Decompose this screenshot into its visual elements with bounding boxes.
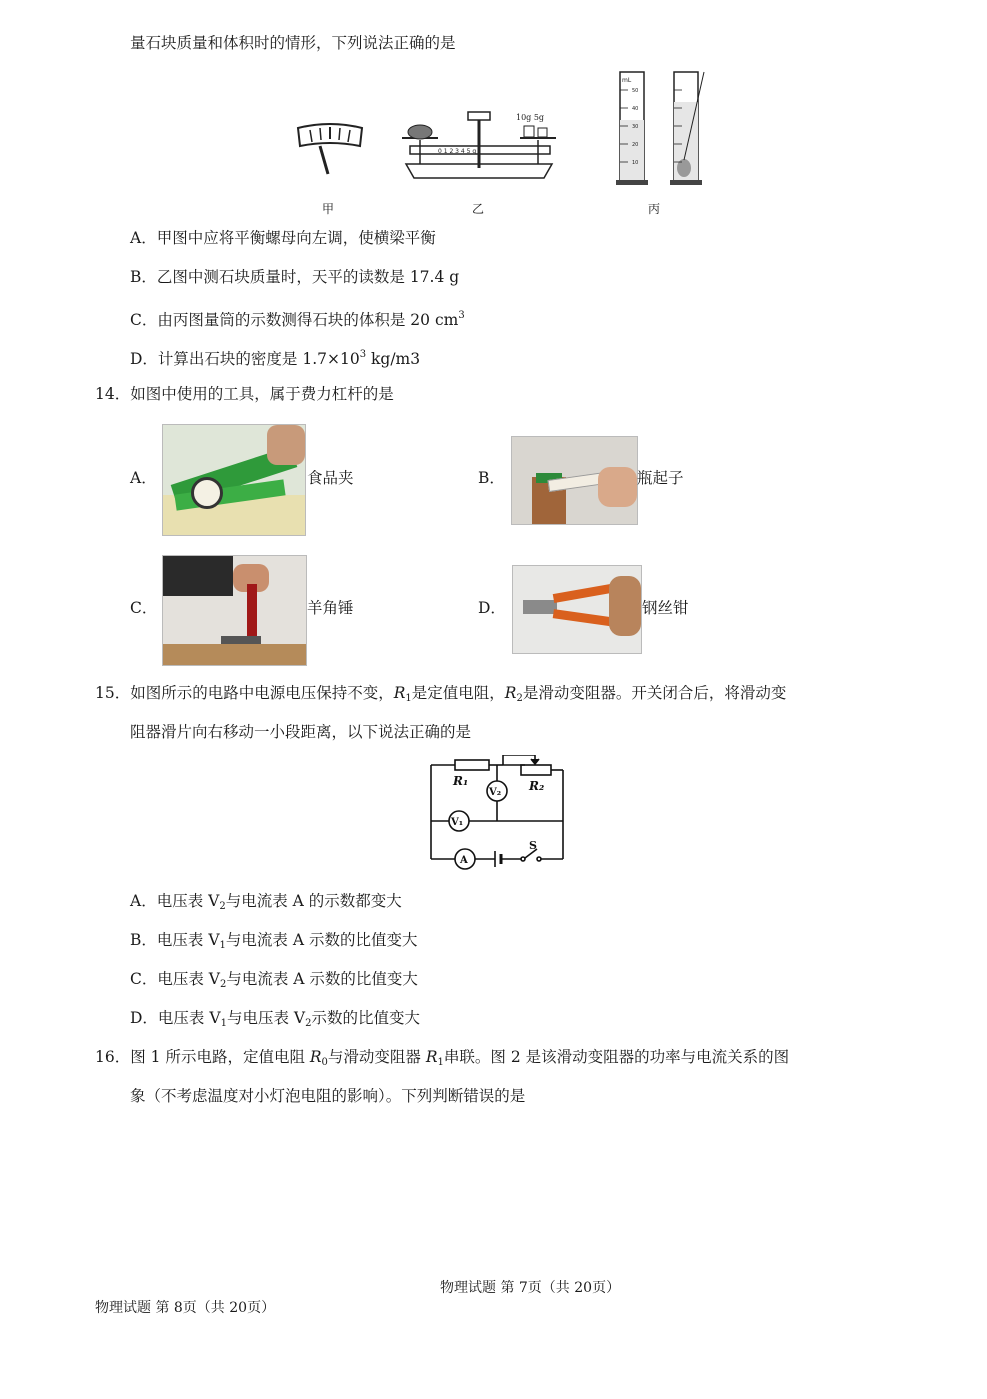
q14-option-d-label: 钢丝钳 xyxy=(642,599,689,617)
q14-option-d-letter: D． xyxy=(478,599,506,617)
question-16-stem-line1: 16．图 1 所示电路，定值电阻 $R_0$与滑动变阻器 $R_1$串联。图 2 是该滑动变阻器的功率与电流关系的图 xyxy=(95,1048,790,1068)
photo-pliers xyxy=(512,565,642,654)
cylinder-tick: 40 xyxy=(632,106,639,112)
q14-option-a-label: 食品夹 xyxy=(307,469,354,487)
circuit-label-r1: R₁ xyxy=(453,774,469,788)
circuit-label-r2: R₂ xyxy=(529,779,545,793)
photo-food-tongs xyxy=(162,424,306,536)
q14-option-a-letter: A． xyxy=(130,469,157,487)
q13-option-d: D．计算出石块的密度是 $1.7\times 10^3$ kg/m3 xyxy=(130,349,421,368)
cylinder-tick: 30 xyxy=(632,124,639,130)
svg-text:0 1 2 3 4 5 g: 0 1 2 3 4 5 g xyxy=(438,148,477,155)
page-footer-left: 物理试题 第 8页（共 20页） xyxy=(95,1300,276,1316)
q14-option-c-letter: C． xyxy=(130,599,158,617)
circuit-diagram xyxy=(425,755,570,875)
question-15-stem-line2: 阻器滑片向右移动一小段距离，以下说法正确的是 xyxy=(130,723,472,741)
q15-option-b: B．电压表 $V_1$与电流表 A 示数的比值变大 xyxy=(130,931,418,951)
figure-label-jia: 甲 xyxy=(322,202,335,216)
q13-option-a: A．甲图中应将平衡螺母向左调，使横梁平衡 xyxy=(130,229,436,247)
cylinder-tick: 20 xyxy=(632,142,639,148)
balance-weights-label: 10g 5g xyxy=(516,113,545,122)
circuit-label-a: A xyxy=(460,855,468,866)
q15-option-c: C．电压表 $V_2$与电流表 A 示数的比值变大 xyxy=(130,970,418,990)
figure-bing-cylinders xyxy=(612,70,712,188)
question-16-stem-line2: 象（不考虑温度对小灯泡电阻的影响）。下列判断错误的是 xyxy=(130,1087,526,1105)
question-13-stem-tail: 量石块质量和体积时的情形，下列说法正确的是 xyxy=(130,34,456,52)
q13-option-c: C．由丙图量筒的示数测得石块的体积是 20 $cm^3$ xyxy=(130,310,465,329)
question-15-stem-line1: 15．如图所示的电路中电源电压保持不变，$R_1$是定值电阻，$R_2$是滑动变阻器。开关闭合后，将滑动变 xyxy=(95,684,787,704)
cylinder-unit-1: mL xyxy=(622,77,632,84)
figure-yi-balance xyxy=(398,108,560,184)
q14-option-b-letter: B． xyxy=(478,469,505,487)
q14-option-b-label: 瓶起子 xyxy=(637,469,684,487)
photo-claw-hammer xyxy=(162,555,307,666)
circuit-label-v2: V₂ xyxy=(489,787,502,798)
figure-jia-dial xyxy=(290,118,370,180)
cylinder-tick: 50 xyxy=(632,88,639,94)
photo-bottle-opener xyxy=(511,436,638,525)
question-14-stem: 14．如图中使用的工具，属于费力杠杆的是 xyxy=(95,385,394,403)
circuit-label-s: S xyxy=(529,839,537,852)
circuit-label-v1: V₁ xyxy=(451,817,464,828)
q14-option-c-label: 羊角锤 xyxy=(307,599,354,617)
figure-label-yi: 乙 xyxy=(472,202,485,216)
q13-option-b: B．乙图中测石块质量时，天平的读数是 17.4 g xyxy=(130,268,460,286)
q15-option-d: D．电压表 $V_1$与电压表 $V_2$示数的比值变大 xyxy=(130,1009,420,1029)
q15-option-a: A．电压表 $V_2$与电流表 A 的示数都变大 xyxy=(130,892,402,912)
figure-label-bing: 丙 xyxy=(648,202,661,216)
page-footer-center: 物理试题 第 7页（共 20页） xyxy=(440,1280,621,1296)
cylinder-tick: 10 xyxy=(632,160,639,166)
